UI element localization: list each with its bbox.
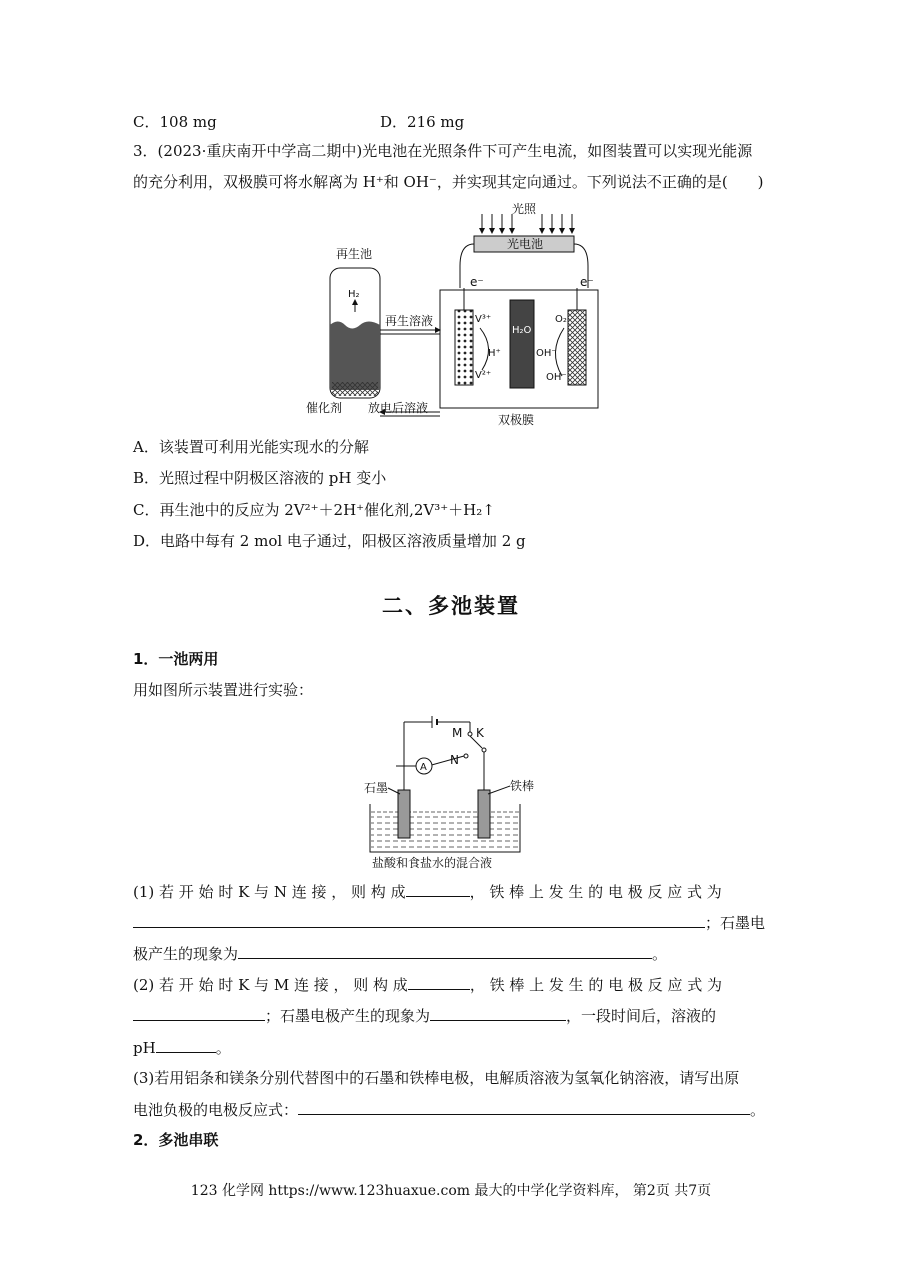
o2-label: O₂ (555, 314, 567, 325)
s1-q1-text-a: (1) 若 开 始 时 K 与 N 连 接 ， 则 构 成 (133, 883, 406, 901)
regen-pool-label: 再生池 (336, 247, 373, 261)
s1-q2-text-c: ；石墨电极产生的现象为 (265, 1007, 431, 1025)
s2-title: 2．多池串联 (133, 1131, 219, 1149)
catalyst-label: 催化剂 (306, 401, 343, 415)
s1-title: 1．一池两用 (133, 650, 219, 668)
option-d-prev: D．216 mg (380, 113, 465, 131)
iron-rod-label: 铁棒 (510, 779, 535, 793)
s1-q3-text-c: 。 (750, 1101, 766, 1119)
photocell-label: 光电池 (507, 237, 544, 251)
electrolysis-diagram (360, 712, 550, 872)
graphite-label: 石墨 (364, 781, 389, 795)
s1-q2-line1 (133, 973, 722, 996)
regen-solution-label: 再生溶液 (385, 314, 434, 328)
solution-caption: 盐酸和食盐水的混合液 (372, 856, 493, 870)
switch-m-label: M (452, 726, 463, 740)
switch-n-label: N (450, 753, 459, 767)
s1-q2-text-b: ， 铁 棒 上 发 生 的 电 极 反 应 式 为 (469, 976, 723, 994)
s1-q2-line3 (133, 1036, 231, 1059)
s1-q1-blank-iron-equation[interactable] (133, 911, 705, 928)
option-c-prev: C．108 mg (133, 113, 217, 131)
section-title: 二、多池装置 (382, 594, 520, 618)
ammeter-label: A (420, 762, 427, 773)
s1-q1-text-b: ， 铁 棒 上 发 生 的 电 极 反 应 式 为 (469, 883, 722, 901)
s1-q1-text-e: 。 (652, 945, 668, 963)
photocell-diagram (300, 200, 610, 430)
s1-q1-line2 (133, 911, 765, 934)
oh-label-1: OH⁻ (536, 348, 557, 359)
v3-label: V³⁺ (475, 314, 492, 325)
s1-q1-text-d: 极产生的现象为 (133, 945, 239, 963)
electron-right-label: e⁻ (580, 275, 594, 289)
s1-q1-line3 (133, 942, 667, 965)
s1-q1-blank-cell-type[interactable] (406, 880, 470, 897)
s1-q3-blank-negative-equation[interactable] (298, 1098, 750, 1115)
s1-q3-text-b: 电池负极的电极反应式： (133, 1101, 299, 1119)
hplus-label: H⁺ (488, 348, 501, 359)
q3-stem-line1: 3．(2023·重庆南开中学高二期中)光电池在光照条件下可产生电流，如图装置可以实现光能源 (133, 142, 753, 160)
s1-q2-blank-iron-equation[interactable] (133, 1004, 265, 1021)
s1-q1-blank-graphite-phenomenon[interactable] (238, 942, 652, 959)
s1-q2-text-f: 。 (215, 1039, 231, 1057)
h2o-label: H₂O (512, 325, 532, 336)
electron-left-label: e⁻ (470, 275, 484, 289)
s1-q2-text-e: pH (133, 1039, 156, 1057)
s1-q2-blank-cell-type[interactable] (408, 973, 470, 990)
s1-q2-blank-graphite-phenomenon[interactable] (430, 1004, 566, 1021)
s1-q1-line1 (133, 880, 722, 903)
switch-k-label: K (476, 726, 484, 740)
s1-q2-text-a: (2) 若 开 始 时 K 与 M 连 接 ， 则 构 成 (133, 976, 408, 994)
s1-q2-text-d: ，一段时间后，溶液的 (566, 1007, 717, 1025)
s1-q2-line2 (133, 1004, 716, 1027)
q3-stem-line2: 的充分利用，双极膜可将水解离为 H⁺和 OH⁻，并实现其定向通过。下列说法不正确的是( ) (133, 173, 764, 191)
s1-q3-line1: (3)若用铝条和镁条分别代替图中的石墨和铁棒电极，电解质溶液为氢氧化钠溶液，请写出原 (133, 1069, 740, 1087)
s1-q1-text-c: ；石墨电 (705, 914, 766, 932)
after-discharge-label: 放电后溶液 (368, 401, 429, 415)
light-label: 光照 (512, 202, 537, 216)
q3-option-c: C．再生池中的反应为 2V²⁺＋2H⁺催化剂,2V³⁺＋H₂↑ (133, 501, 495, 519)
q3-option-a: A．该装置可利用光能实现水的分解 (133, 438, 369, 456)
page-footer: 123 化学网 https://www.123huaxue.com 最大的中学化学资料库， 第2页 共7页 (190, 1183, 712, 1199)
s1-q2-blank-ph[interactable] (156, 1036, 216, 1053)
q3-option-d: D．电路中每有 2 mol 电子通过，阳极区溶液质量增加 2 g (133, 532, 526, 550)
s1-intro: 用如图所示装置进行实验： (133, 681, 314, 699)
s1-q3-line2 (133, 1098, 765, 1121)
v2-label: V²⁺ (475, 370, 492, 381)
bipolar-membrane-label: 双极膜 (498, 413, 535, 427)
q3-option-b: B．光照过程中阴极区溶液的 pH 变小 (133, 469, 387, 487)
oh-label-2: OH⁻ (546, 372, 567, 383)
h2-label: H₂ (348, 289, 360, 300)
